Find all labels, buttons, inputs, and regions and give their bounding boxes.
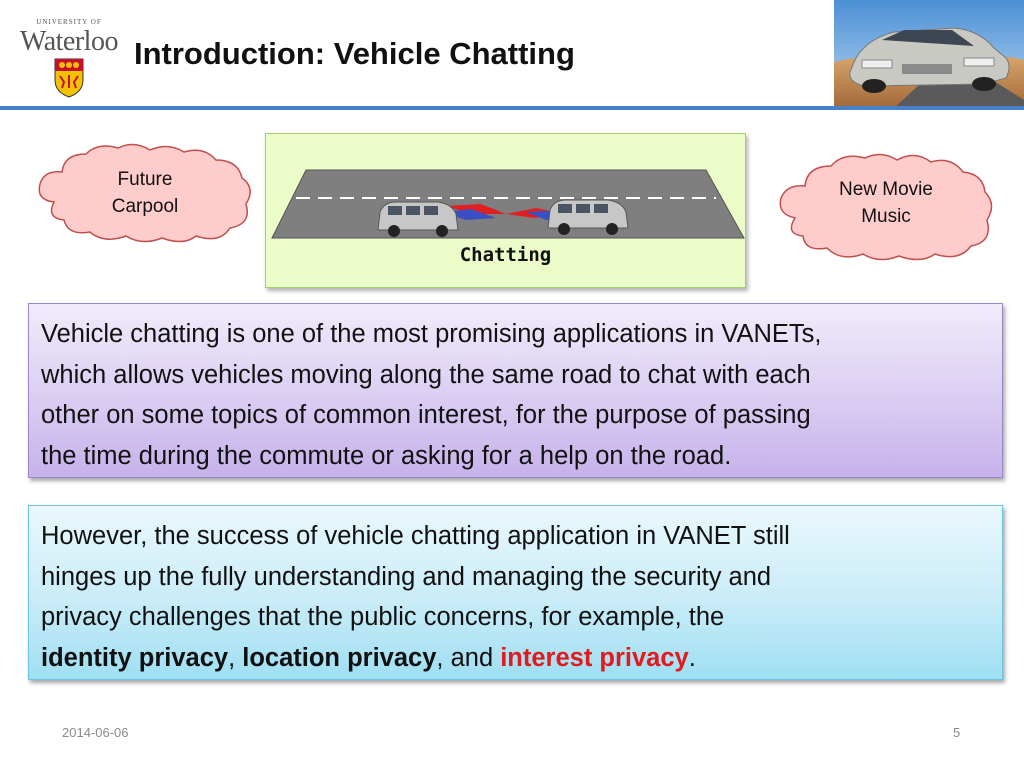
description-line-3: other on some topics of common interest, for the purpose of passing — [41, 401, 811, 429]
description-line-4: the time during the commute or asking for a help on the road. — [41, 441, 732, 470]
road-chatting-label: Chatting — [459, 244, 552, 266]
cloud-new-movie-music — [775, 148, 997, 264]
interest-privacy-term: interest privacy — [500, 643, 689, 672]
description-box — [28, 303, 1003, 478]
footer-page-number: 5 — [953, 725, 961, 740]
challenge-line-4 — [41, 638, 990, 679]
header-divider — [0, 106, 1024, 110]
cloud-future-carpool — [34, 140, 256, 244]
slide-title: Introduction: Vehicle Chatting — [134, 36, 575, 71]
cloud-right-line2: Music — [861, 206, 911, 227]
shield-crest-icon — [54, 58, 84, 98]
footer-date: 2014-06-06 — [62, 725, 129, 740]
location-privacy-term: location privacy — [242, 643, 437, 672]
cloud-left-line1: Future — [117, 169, 173, 190]
cloud-right-line1: New Movie — [839, 179, 933, 200]
challenge-line-2: hinges up the fully understanding and managing the security and — [41, 562, 772, 591]
separator-2: , and — [436, 643, 501, 672]
identity-privacy-term: identity privacy — [41, 643, 229, 672]
cloud-left-line2: Carpool — [111, 196, 179, 217]
challenge-line-3: privacy challenges that the public concerns, for example, the — [41, 603, 725, 631]
car-photo-icon — [834, 0, 1024, 108]
separator-1: , — [228, 643, 243, 672]
privacy-challenge-box — [28, 505, 1003, 680]
university-logo — [14, 14, 124, 100]
road-chatting-panel — [265, 133, 746, 288]
description-line-2: which allows vehicles moving along the same road to chat with each — [41, 360, 811, 389]
logo-university-line: UNIVERSITY OF — [36, 18, 102, 26]
description-line-1: Vehicle chatting is one of the most promising applications in VANETs, — [41, 320, 822, 348]
challenge-line-1: However, the success of vehicle chatting application in VANET still — [41, 522, 790, 550]
logo-name: Waterloo — [20, 26, 118, 57]
sentence-end: . — [688, 643, 696, 672]
